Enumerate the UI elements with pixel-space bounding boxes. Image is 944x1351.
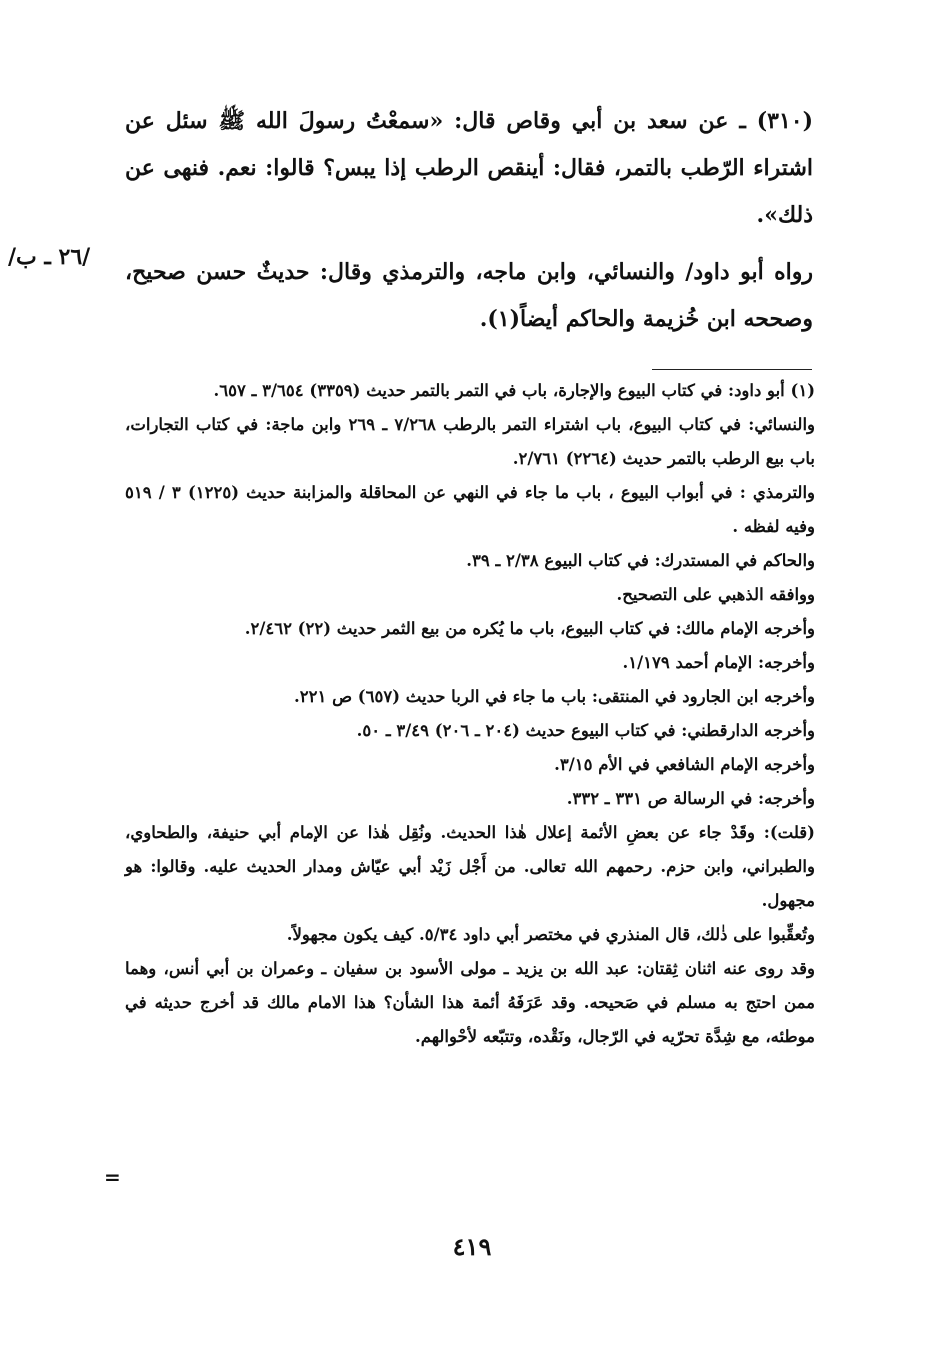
footnote-line: وأخرجه الدارقطني: في كتاب البيوع حديث (٢٠٤ ـ ٢٠٦) ٣/٤٩ ـ ٥٠. <box>356 721 815 740</box>
footnote-separator <box>652 369 812 370</box>
footnote-line: (١) أبو داود: في كتاب البيوع والإجارة، باب في التمر بالتمر حديث (٣٣٥٩) ٣/٦٥٤ ـ ٦٥٧. <box>213 381 815 400</box>
footnote-line: وأخرجه الإمام مالك: في كتاب البيوع، باب ما يُكره من بيع الثمر حديث (٢٢) ٢/٤٦٢. <box>244 619 815 638</box>
footnote-line: (قلت): وقَدْ جاء عن بعضِ الأئمة إعلال هٰذا الحديث. ونُقِل هٰذا عن الإمام أبي حنيفة، والطحاوي، والطبراني، وابن حزم. رحمهم الله تعالى. من أَجْل زَيْد أبي عيّاش ومدار الحديث عليه. وقالوا: هو مجهول. <box>125 823 815 910</box>
continuation-mark: = <box>104 1165 121 1189</box>
footnote-line: والحاكم في المستدرك: في كتاب البيوع ٢/٣٨ ـ ٣٩. <box>466 551 815 570</box>
footnote-line: والنسائي: في كتاب البيوع، باب اشتراء التمر بالرطب ٧/٢٦٨ ـ ٢٦٩ وابن ماجة: في كتاب التجارات، باب بيع الرطب بالتمر حديث (٢٢٦٤) ٢/٧٦١. <box>125 415 815 468</box>
footnote-line: ووافقه الذهبي على التصحيح. <box>616 585 815 604</box>
hadith-text: (٣١٠) ـ عن سعد بن أبي وقاص قال: «سمعْتُ رسولَ الله ﷺ سئل عن اشتراء الرّطب بالتمر، فقال: أينقص الرطب إذا يبس؟ قالوا: نعم. فنهى عن ذلك». <box>125 108 813 228</box>
page-number: ٤١٩ <box>452 1232 492 1261</box>
manuscript-folio-marker: /٢٦ ـ ب/ <box>8 244 91 270</box>
hadith-takhrij: رواه أبو داود/ والنسائي، وابن ماجه، والترمذي وقال: حديثٌ حسن صحيح، وصححه ابن خُزيمة والحاكم أيضاً(١). <box>125 259 813 332</box>
footnotes <box>125 374 815 1054</box>
footnote-line: وأخرجه: الإمام أحمد ١/١٧٩. <box>622 653 815 672</box>
footnote-line: وقد روى عنه اثنان ثِقتان: عبد الله بن يزيد ـ مولى الأسود بن سفيان ـ وعمران بن أبي أنس، وهما ممن احتج به مسلم في صَحيحه. وقد عَرَفَهُ أئمة هذا الشأن؟ هذا الامام مالك قد أخرج حديثه في موطئه، مع شِدَّة تحرّيه في الرّجال، ونَقْده، وتتبّعه لأحْوالهم. <box>125 959 815 1046</box>
footnote-line: وأخرجه: في الرسالة ص ٣٣١ ـ ٣٣٢. <box>566 789 815 808</box>
footnote-line: وتُعقِّبوا على ذٰلك، قال المنذري في مختصر أبي داود ٥/٣٤. كيف يكون مجهولاً. <box>286 925 815 944</box>
footnote-line: وأخرجه الإمام الشافعي في الأم ٣/١٥. <box>554 755 815 774</box>
footnote-line: وأخرجه ابن الجارود في المنتقى: باب ما جاء في الربا حديث (٦٥٧) ص ٢٢١. <box>294 687 815 706</box>
footnote-line: والترمذي : في أبواب البيوع ، باب ما جاء في النهي عن المحاقلة والمزابنة حديث (١٢٢٥) ٣ / ٥١٩ وفيه لفظه . <box>125 483 816 536</box>
main-text <box>125 98 813 343</box>
